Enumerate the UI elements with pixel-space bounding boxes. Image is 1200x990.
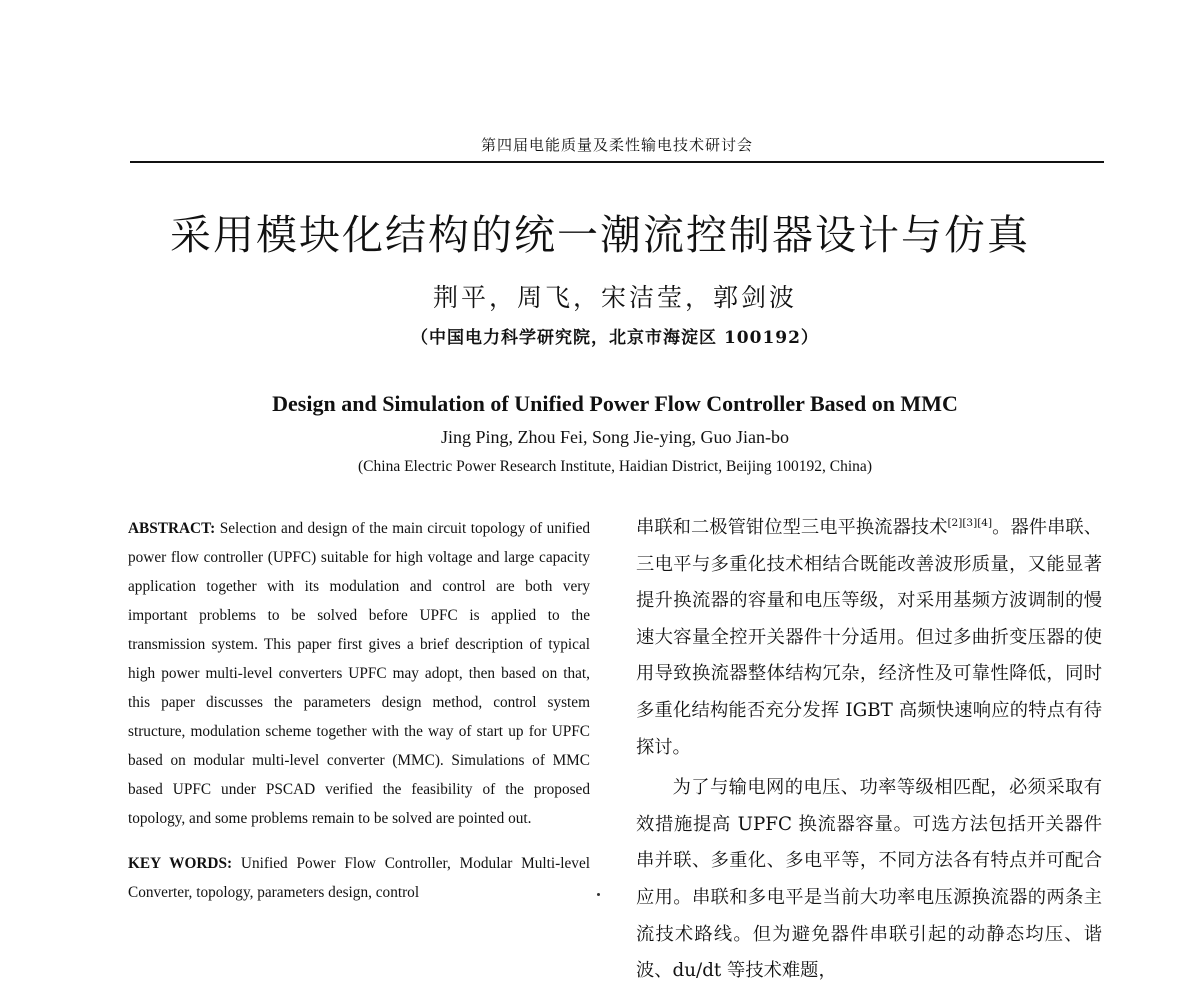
abstract-paragraph: [128, 514, 590, 833]
header-rule: [130, 161, 1104, 163]
chinese-affiliation: （中国电力科学研究院，北京市海淀区 100192）: [411, 328, 819, 348]
chinese-authors: 荆平，周飞，宋洁莹，郭剑波: [432, 283, 797, 312]
citation-ref: [2][3][4]: [947, 516, 993, 529]
english-title: Design and Simulation of Unified Power Flow Controller Based on MMC: [272, 391, 958, 416]
keywords-text: Unified Power Flow Controller, Modular Multi-level Converter, topology, parameters design, control: [128, 855, 590, 901]
stray-dot: [597, 893, 600, 896]
body-paragraph-1: [636, 510, 1102, 766]
chinese-title: 采用模块化结构的统一潮流控制器设计与仿真: [170, 211, 1030, 259]
body-p1-text-a: 串联和二极管钳位型三电平换流器技术: [636, 517, 948, 538]
keywords-paragraph: [128, 849, 590, 907]
abstract-label: ABSTRACT:: [128, 520, 216, 537]
body-p1-text-b: 。器件串联、三电平与多重化技术相结合既能改善波形质量，又能显著提升换流器的容量和电压等级，对采用基频方波调制的慢速大容量全控开关器件十分适用。但过多曲折变压器的使用导致换流器整体结构冗杂，经济性及可靠性降低，同时多重化结构能否充分发挥 IGBT 高频快速响应的特点有待探讨。: [636, 517, 1103, 758]
english-authors: Jing Ping, Zhou Fei, Song Jie-ying, Guo Jian-bo: [440, 427, 789, 447]
body-paragraph-2: 为了与输电网的电压、功率等级相匹配，必须采取有效措施提高 UPFC 换流器容量。可选方法包括开关器件串并联、多重化、多电平等，不同方法各有特点并可配合应用。串联和多电平是当前大功率电压源换流器的两条主流技术路线。但为避免器件串联引起的动静态均压、谐波、du/dt 等技术难题，: [636, 777, 1102, 982]
keywords-label: KEY WORDS:: [128, 855, 233, 872]
abstract-text: Selection and design of the main circuit topology of unified power flow controller (UPFC) suitable for high voltage and large capacity application together with its modulation and control are both very important problems to be solved before UPFC is applied to the transmission system. This paper first gives a brief description of typical high power multi-level converters UPFC may adopt, then based on that, this paper discusses the parameters design method, control system structure, modulation scheme together with the way of start up for UPFC based on modular multi-level converter (MMC). Simulations of MMC based UPFC under PSCAD verified the feasibility of the proposed topology, and some problems remain to be solved are pointed out.: [128, 520, 591, 827]
body-column: [636, 510, 1102, 990]
english-affiliation: (China Electric Power Research Institute, Haidian District, Beijing 100192, China): [358, 458, 872, 475]
abstract-column: [128, 514, 590, 907]
running-header: 第四届电能质量及柔性输电技术研讨会: [480, 136, 753, 154]
